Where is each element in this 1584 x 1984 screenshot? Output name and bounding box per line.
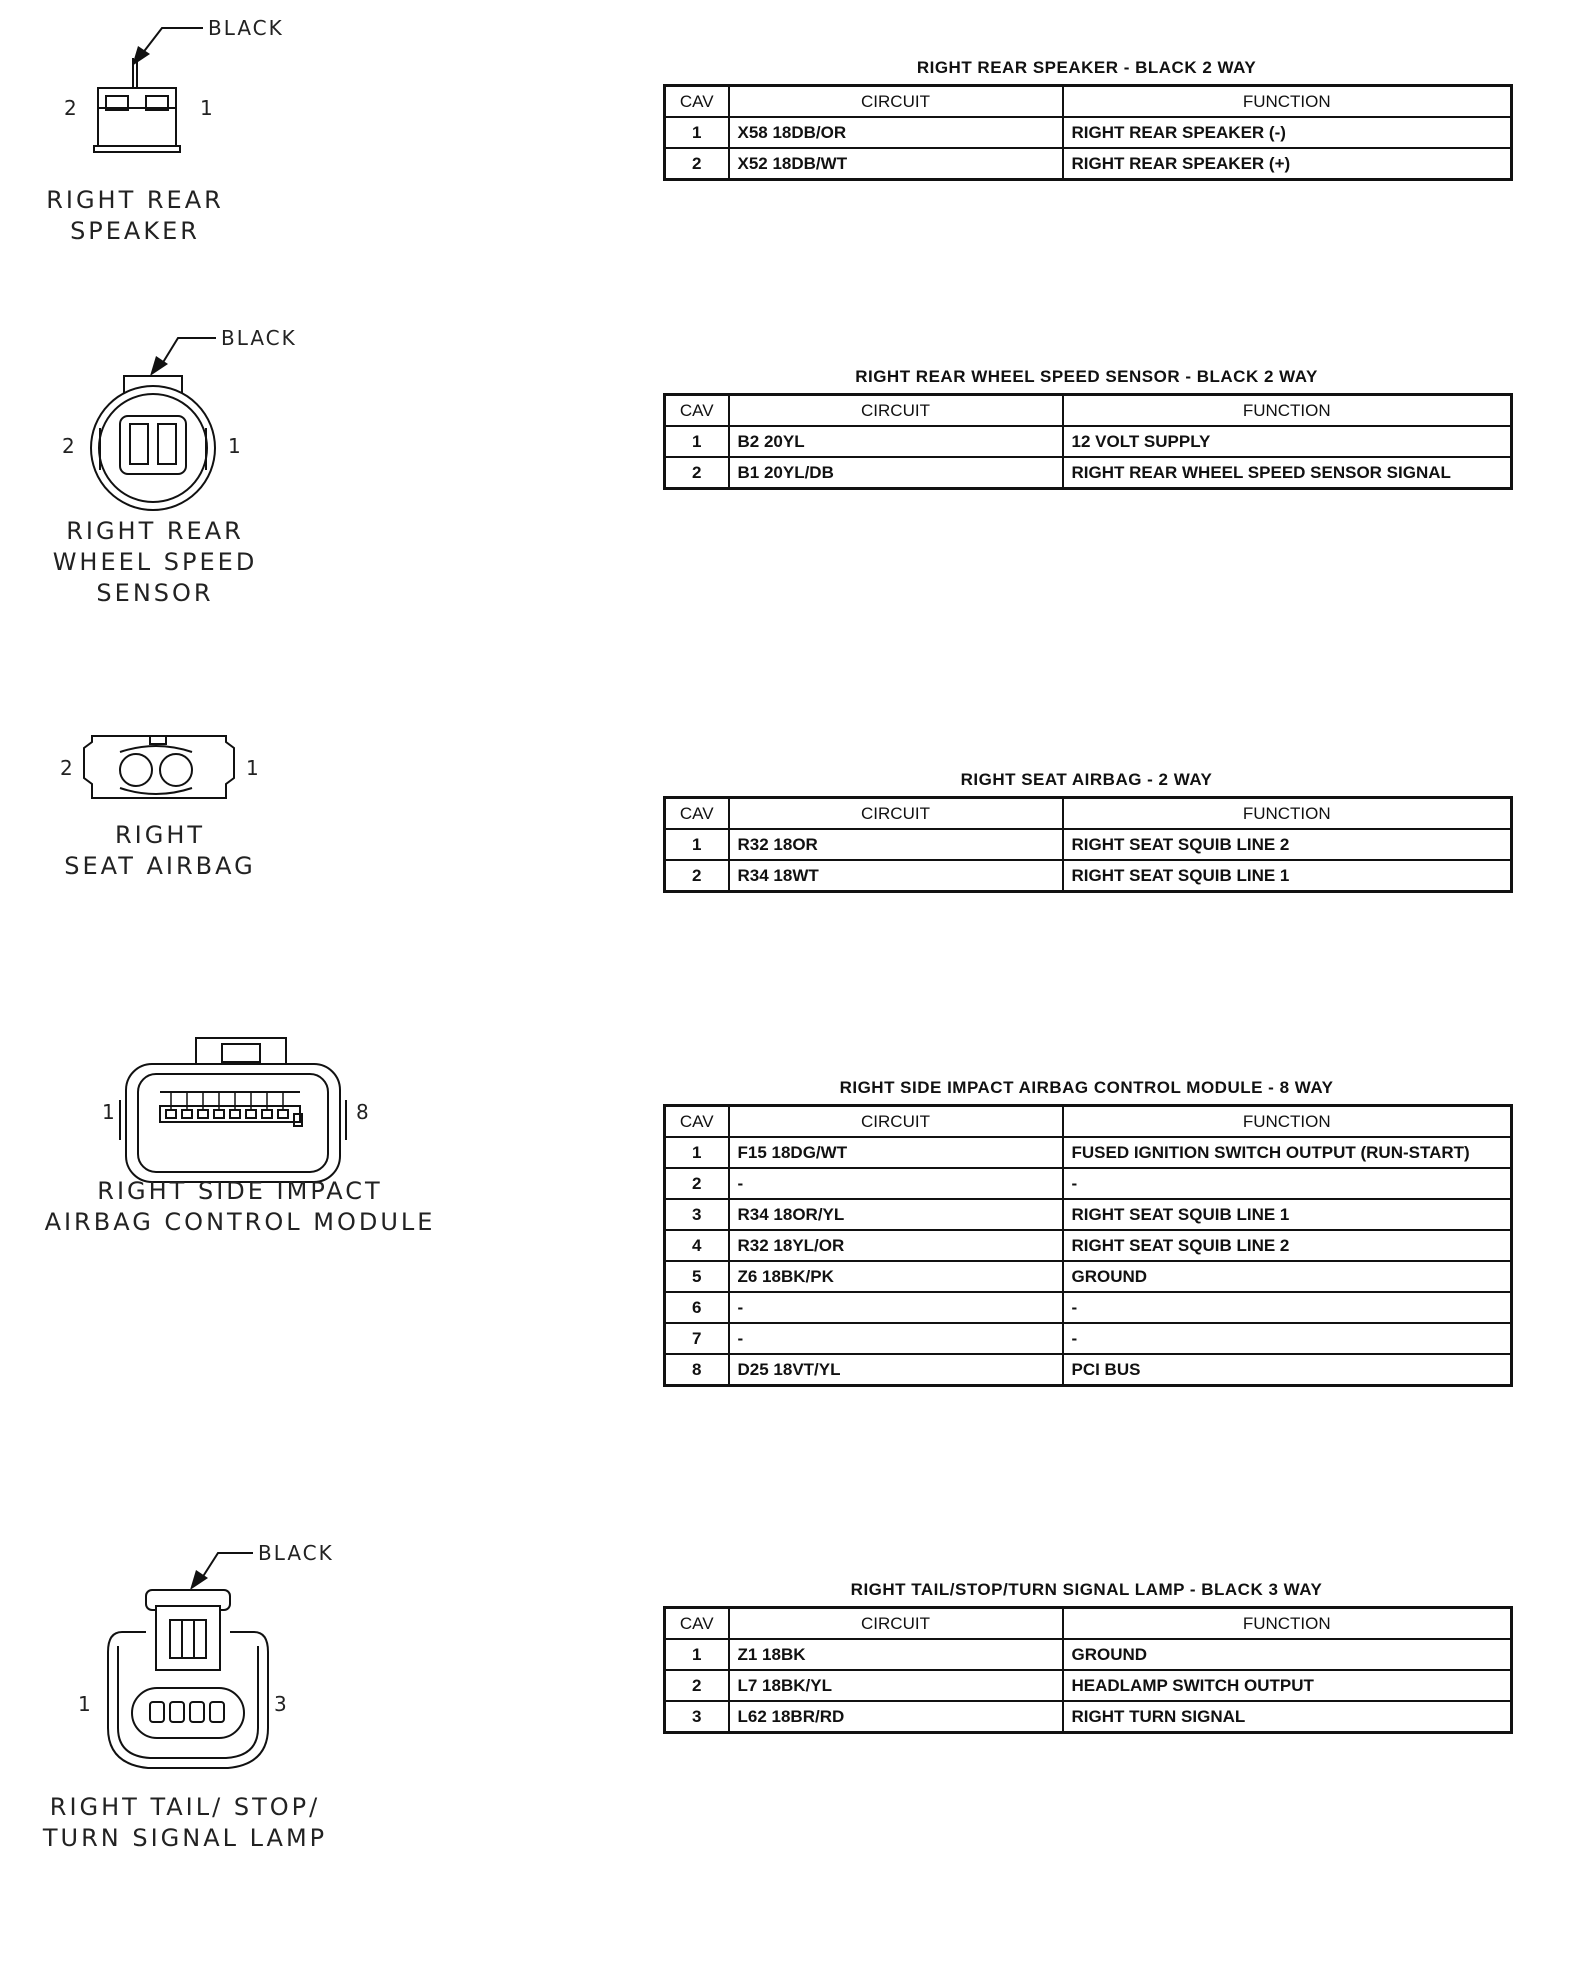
cell-function: 12 VOLT SUPPLY [1063,426,1512,457]
connector-name [40,820,280,882]
connector-name [40,1792,330,1854]
table-header-row [665,86,1512,118]
header-cav: CAV [665,86,729,118]
header-cav: CAV [665,1608,729,1640]
cell-cav: 2 [665,1168,729,1199]
cell-circuit: X58 18DB/OR [729,117,1063,148]
pinout-table [663,393,1513,490]
connector-name-line: RIGHT TAIL/ STOP/ [49,1793,321,1821]
cell-circuit: X52 18DB/WT [729,148,1063,180]
cell-function: HEADLAMP SWITCH OUTPUT [1063,1670,1512,1701]
header-circuit: CIRCUIT [729,1106,1063,1138]
connector-name-line: RIGHT REAR [46,186,224,214]
table-row [665,457,1512,489]
table-row [665,148,1512,180]
connector-name-line: WHEEL SPEED [52,548,258,576]
table-row [665,829,1512,860]
cell-circuit: R32 18YL/OR [729,1230,1063,1261]
cell-cav: 2 [665,860,729,892]
cell-circuit: F15 18DG/WT [729,1137,1063,1168]
connector-color-callout: BLACK [208,16,284,40]
cell-cav: 2 [665,148,729,180]
table-row [665,1701,1512,1733]
cell-circuit: - [729,1323,1063,1354]
connector-name [40,1176,440,1238]
header-function: FUNCTION [1063,395,1512,427]
connector-name-line: SEAT AIRBAG [64,852,256,880]
table-title: RIGHT REAR SPEAKER - BLACK 2 WAY [916,58,1257,77]
cell-circuit: R34 18WT [729,860,1063,892]
pin-number-left: 2 [62,434,75,458]
table-row [665,117,1512,148]
connector-view [0,1528,460,1852]
cell-circuit: - [729,1292,1063,1323]
header-circuit: CIRCUIT [729,1608,1063,1640]
cell-function: FUSED IGNITION SWITCH OUTPUT (RUN-START) [1063,1137,1512,1168]
pinout-table-block [663,1078,1510,1387]
pinout-table-block [663,770,1510,893]
cell-function: RIGHT REAR WHEEL SPEED SENSOR SIGNAL [1063,457,1512,489]
header-function: FUNCTION [1063,798,1512,830]
connector-name-line: AIRBAG CONTROL MODULE [44,1208,436,1236]
table-title: RIGHT REAR WHEEL SPEED SENSOR - BLACK 2 WAY [855,367,1318,386]
cell-circuit: B1 20YL/DB [729,457,1063,489]
connector-view [0,1030,460,1270]
pin-number-left: 1 [102,1100,115,1124]
cell-function: RIGHT SEAT SQUIB LINE 1 [1063,860,1512,892]
pin-number-left: 2 [60,756,73,780]
pinout-table [663,1606,1513,1734]
cell-circuit: B2 20YL [729,426,1063,457]
connector-view [0,720,460,960]
table-title: RIGHT SIDE IMPACT AIRBAG CONTROL MODULE - 8 WAY [839,1078,1334,1097]
table-row [665,1261,1512,1292]
cell-cav: 3 [665,1701,729,1733]
header-function: FUNCTION [1063,1608,1512,1640]
pin-number-right: 1 [246,756,259,780]
cell-circuit: R34 18OR/YL [729,1199,1063,1230]
table-row [665,1230,1512,1261]
cell-circuit: D25 18VT/YL [729,1354,1063,1386]
table-row [665,1137,1512,1168]
pinout-table-block [663,1580,1510,1734]
connector-color-callout: BLACK [258,1541,334,1565]
table-row [665,426,1512,457]
table-header-row [665,798,1512,830]
cell-function: RIGHT SEAT SQUIB LINE 2 [1063,1230,1512,1261]
connector-color-callout: BLACK [221,326,297,350]
table-row [665,1168,1512,1199]
cell-function: RIGHT SEAT SQUIB LINE 2 [1063,829,1512,860]
table-header-row [665,1106,1512,1138]
cell-cav: 8 [665,1354,729,1386]
header-circuit: CIRCUIT [729,798,1063,830]
cell-cav: 1 [665,1137,729,1168]
table-header-row [665,1608,1512,1640]
pin-number-right: 3 [274,1692,287,1716]
table-title: RIGHT TAIL/STOP/TURN SIGNAL LAMP - BLACK 3 WAY [850,1580,1323,1599]
header-cav: CAV [665,1106,729,1138]
cell-cav: 5 [665,1261,729,1292]
pin-number-left: 2 [64,96,77,120]
cell-cav: 4 [665,1230,729,1261]
cell-cav: 6 [665,1292,729,1323]
cell-cav: 1 [665,426,729,457]
connector-name-line: SENSOR [96,579,214,607]
pinout-table [663,84,1513,181]
cell-function: - [1063,1292,1512,1323]
cell-cav: 2 [665,457,729,489]
pinout-table-block [663,367,1510,490]
cell-function: RIGHT TURN SIGNAL [1063,1701,1512,1733]
table-row [665,860,1512,892]
cell-function: RIGHT REAR SPEAKER (+) [1063,148,1512,180]
table-row [665,1323,1512,1354]
table-row [665,1670,1512,1701]
connector-view [0,0,460,245]
header-circuit: CIRCUIT [729,395,1063,427]
cell-function: GROUND [1063,1639,1512,1670]
connector-name-line: RIGHT SIDE IMPACT [97,1177,383,1205]
cell-circuit: Z6 18BK/PK [729,1261,1063,1292]
header-function: FUNCTION [1063,86,1512,118]
pin-number-left: 1 [78,1692,91,1716]
cell-cav: 2 [665,1670,729,1701]
table-row [665,1292,1512,1323]
connector-name [20,185,250,247]
cell-function: RIGHT REAR SPEAKER (-) [1063,117,1512,148]
connector-name-line: TURN SIGNAL LAMP [42,1824,328,1852]
pin-number-right: 8 [356,1100,369,1124]
header-cav: CAV [665,798,729,830]
header-function: FUNCTION [1063,1106,1512,1138]
cell-circuit: R32 18OR [729,829,1063,860]
table-title: RIGHT SEAT AIRBAG - 2 WAY [960,770,1213,789]
connector-name [35,516,275,609]
cell-cav: 1 [665,117,729,148]
connector-view [0,308,460,628]
cell-cav: 3 [665,1199,729,1230]
cell-function: GROUND [1063,1261,1512,1292]
pinout-table [663,796,1513,893]
header-circuit: CIRCUIT [729,86,1063,118]
cell-function: RIGHT SEAT SQUIB LINE 1 [1063,1199,1512,1230]
pin-number-right: 1 [200,96,213,120]
cell-function: - [1063,1168,1512,1199]
pinout-table-block [663,58,1510,181]
cell-circuit: - [729,1168,1063,1199]
cell-circuit: L62 18BR/RD [729,1701,1063,1733]
cell-circuit: Z1 18BK [729,1639,1063,1670]
table-row [665,1639,1512,1670]
pin-number-right: 1 [228,434,241,458]
connector-name-line: RIGHT REAR [66,517,244,545]
connector-name-line: SPEAKER [70,217,200,245]
table-row [665,1354,1512,1386]
cell-cav: 1 [665,829,729,860]
cell-function: - [1063,1323,1512,1354]
pinout-table [663,1104,1513,1387]
cell-circuit: L7 18BK/YL [729,1670,1063,1701]
connector-name-line: RIGHT [114,821,206,849]
cell-cav: 1 [665,1639,729,1670]
header-cav: CAV [665,395,729,427]
table-row [665,1199,1512,1230]
table-header-row [665,395,1512,427]
cell-function: PCI BUS [1063,1354,1512,1386]
cell-cav: 7 [665,1323,729,1354]
